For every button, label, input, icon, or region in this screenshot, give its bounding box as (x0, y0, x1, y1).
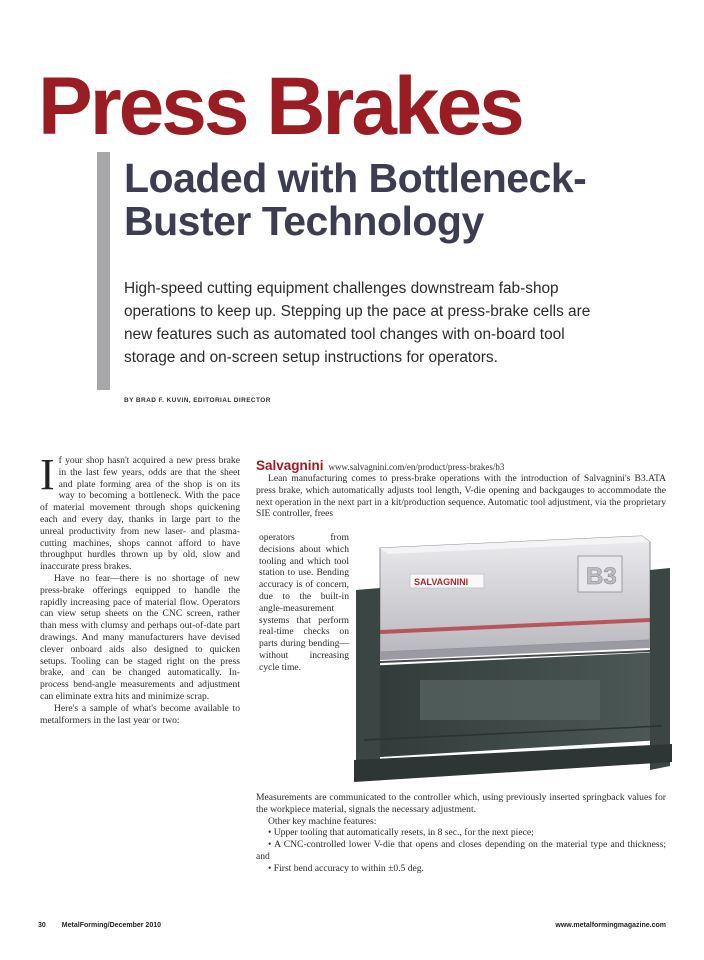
paragraph-3: Here's a sample of what's become available to metalformers in the last year or two: (40, 702, 240, 726)
column-2-bottom-paragraph-1: Measurements are communicated to the controller which, using previously inserted springback values for the workpiece material, signals the necessary adjustment. (256, 792, 666, 815)
article-title: Press Brakes (38, 61, 522, 152)
right-side-frame (650, 568, 670, 770)
column-2-top-paragraph: Lean manufacturing comes to press-brake operations with the introduction of Salvagnini's B3.ATA press brake, which automatically adjusts tool length, V-die opening and backgauges to accommodate the next operation in the next part in a kit/production sequence. Automatic tool adjustment, via the proprietary SIE controller, frees (256, 473, 666, 520)
accent-bar (97, 152, 110, 390)
bed-panel (420, 680, 600, 720)
subtitle-line-1: Loaded with Bottleneck- (124, 155, 587, 201)
paragraph-1-text: f your shop hasn't acquired a new press brake in the last few years, odds are that the sheet and plate forming area of the shop is on its way to becoming a bottleneck. With the pace of material movement through shops quickening each and every day, thanks in large part to the unreal productivity from new laser- and plasma-cutting machines, shops cannot afford to have throughput hurdles thrown up by old, slow and inaccurate press brakes. (40, 455, 240, 573)
column-2-bottom (256, 792, 666, 875)
column-2-top (256, 473, 666, 520)
column-1 (40, 450, 240, 726)
machine-upper-body (380, 536, 650, 652)
machine-brand-label: SALVAGNINI (414, 577, 469, 587)
vendor-url[interactable]: www.salvagnini.com/en/product/press-brakes/b3 (328, 462, 505, 472)
article-intro: High-speed cutting equipment challenges downstream fab-shop operations to keep up. Stepping up the pace at press-brake cells are new features such as automated tool changes with on-board tool storage and on-screen setup instructions for operators. (124, 280, 591, 366)
machine-model-label: B3 (586, 563, 617, 590)
byline: BY BRAD F. KUVIN, EDITORIAL DIRECTOR (124, 397, 271, 404)
page-number: 30 (38, 922, 46, 929)
feature-bullet-3: • First bend accuracy to within ±0.5 deg. (268, 862, 424, 874)
vendor-name: Salvagnini (256, 458, 324, 473)
subtitle-line-2: Buster Technology (124, 198, 484, 244)
paragraph-2: Have no fear—there is no shortage of new press-brake offerings equipped to handle the rapidly increasing pace of material flow. Operators can view setup sheets on the CNC screen, rather than mess with clumsy and perhaps out-of-date part drawings. And many manufacturers have devised clever onboard aids also designed to quicken setups. Tooling can be staged right on the press brake, and can be changed automatically. In-process bend-angle measurements and adjustment can eliminate extra hits and minimize scrap. (40, 572, 240, 702)
column-2-wrap-text: operators from decisions about which tooling and which tool station to use. Bending accuracy is of concern, due to the built-in angle-measurement systems that perform real-time checks on parts during bending—without increasing cycle time. (259, 532, 349, 673)
feature-bullet-2: • A CNC-controlled lower V-die that opens and closes depending on the material type and thickness; and (256, 839, 666, 862)
footer-left (38, 922, 161, 929)
article-subtitle (124, 157, 586, 243)
column-2-bottom-paragraph-2: Other key machine features: (268, 815, 377, 827)
feature-bullet-1: • Upper tooling that automatically resets, in 8 sec., for the next piece; (268, 827, 534, 839)
paragraph-1 (40, 450, 240, 573)
footer-website[interactable]: www.metalformingmagazine.com (555, 922, 666, 929)
publication-name: MetalForming/December 2010 (61, 922, 161, 929)
left-side-frame (356, 588, 380, 780)
drop-cap: I (40, 450, 55, 499)
press-brake-photo (350, 530, 675, 802)
